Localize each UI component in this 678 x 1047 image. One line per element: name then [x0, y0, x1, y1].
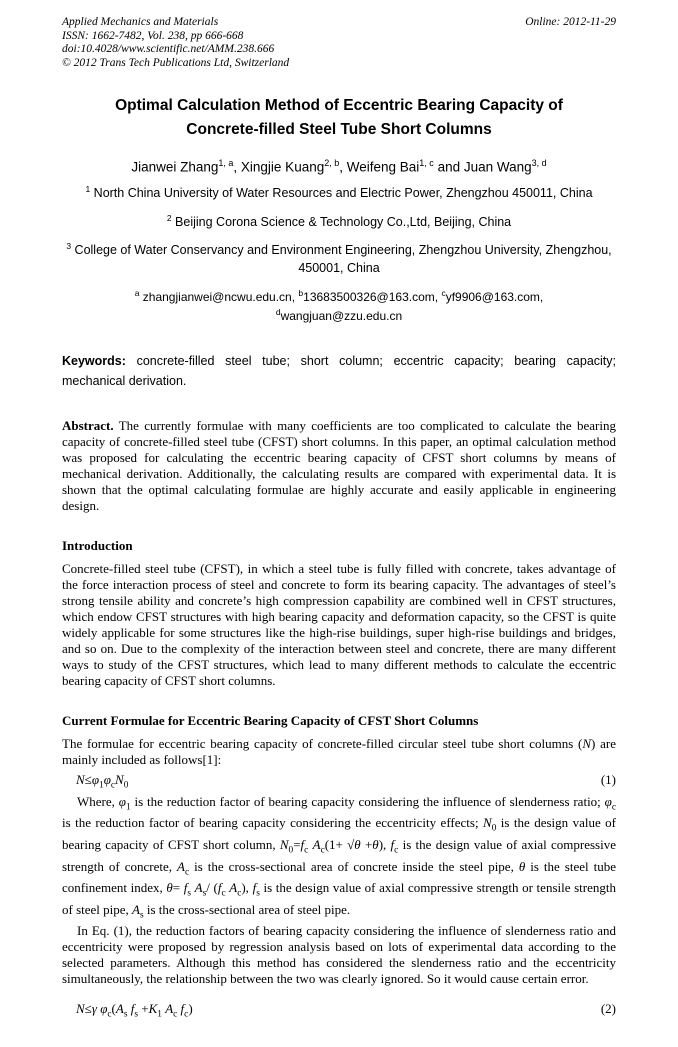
section-heading-formulae: Current Formulae for Eccentric Bearing Capacity of CFST Short Columns — [62, 713, 479, 729]
equation-1-number: (1) — [600, 772, 616, 788]
equation-2-formula: N≤γ $\varphi_c(A_s$ $f_s +K_1$ $A_c$ $f_c$) — [76, 1001, 193, 1020]
affiliation-2: $^2$ Beijing Corona Science & Technology Co.,Ltd, Beijing, China — [166, 212, 512, 229]
journal-header — [62, 16, 616, 70]
equation-2 — [62, 1001, 616, 1020]
equation-1 — [62, 772, 616, 791]
copyright-line: © 2012 Trans Tech Publications Ltd, Switzerland — [62, 56, 290, 69]
doi-line: doi:10.4028/www.scientific.net/AMM.238.666 — [62, 43, 275, 56]
formulae-lead-paragraph: The formulae for eccentric bearing capacity of concrete-filled circular steel tube short columns (N) are mainly included as follows[1]: — [62, 736, 616, 768]
affiliation-3: $^3$ College of Water Conservancy and Environment Engineering, Zhengzhou University, Zhengzhou, 450001, China — [66, 240, 612, 276]
author-emails: $^a$ zhangjianwei@ncwu.edu.cn, $^b$13683500326@163.com, $^c$yf9906@163.com, $^d$wangjuan@zzu.edu.cn — [134, 288, 544, 324]
introduction-paragraph: Concrete-filled steel tube (CFST), in which a steel tube is fully filled with concrete, takes advantage of the force interaction process of steel and concrete to form its bearing capacity. The advantages of steel’s strong tensile ability and concrete’s high compression capability are combined well in CFST structures, which endow CFST structures with high bearing capacity and deformation capacity, so the CFST is quite widely applicable for some structures like the high-rise buildings, super high-rise buildings and bridges, and so on. Due to the complexity of the interaction between steel and concrete, there are many different ways to study of the CFST structures, which lead to many different methods to calculate the eccentric bearing capacity of CFST short columns. — [62, 561, 616, 689]
keywords-line: Keywords: concrete-filled steel tube; short column; eccentric capacity; bearing capacity; mechanical derivation. — [62, 354, 616, 389]
authors-line: Jianwei Zhang$^{1, a}$, Xingjie Kuang$^{2, b}$, Weifeng Bai$^{1, c}$ and Juan Wang$^{3, d}$ — [131, 157, 547, 175]
where-paragraph: Where, $\varphi_1$ is the reduction factor of bearing capacity considering the influence of slenderness ratio; $\varphi_c$ is the reduction factor of bearing capacity considering the eccentricity effects; $N_0$ is the design value of bearing capacity of CFST short column, $N_0=f_c$ $A_c(1+ √\theta +\theta)$, $f_c$ is the design value of axial compressive strength of concrete, $A_c$ is the cross-sectional area of concrete inside the steel pipe, θ is the steel tube confinement index, $\theta= f_s$ $A_s/$ ($f_c$ $A_c$), $f_s$ is the design value of axial compressive strength or tensile strength of steel pipe, $A_s$ is the cross-sectional area of steel pipe. — [62, 793, 617, 921]
journal-name: Applied Mechanics and Materials — [62, 16, 219, 28]
discussion-paragraph: In Eq. (1), the reduction factors of bearing capacity considering the influence of slenderness ratio and eccentricity were proposed by regression analysis based on lots of experimental data according to the selected parameters. Although this method has considered the slenderness ratio and the eccentricity simultaneously, the relationship between the two was clearly ignored. So it would cause certain error. — [62, 923, 616, 987]
issn-line: ISSN: 1662-7482, Vol. 238, pp 666-668 — [62, 29, 244, 42]
equation-2-number: (2) — [600, 1001, 616, 1017]
affiliation-1: $^1$ North China University of Water Resources and Electric Power, Zhengzhou 450011, China — [85, 184, 593, 201]
online-date: Online: 2012-11-29 — [525, 16, 616, 28]
section-heading-introduction: Introduction — [62, 538, 133, 554]
equation-1-formula: $N\le\varphi_1\varphi_cN_0$ — [76, 772, 129, 791]
abstract-paragraph: Abstract. The currently formulae with many coefficients are too complicated to calculate the bearing capacity of concrete-filled steel tube (CFST) short columns. In this paper, an optimal calculation method was proposed for calculating the eccentric bearing capacity of CFST short columns by means of mechanical derivation. Additionally, the calculating results are compared with experimental data. It is shown that the optimal calculating formulae are highly accurate and easily applicable in engineering design. — [62, 418, 616, 514]
paper-title: Optimal Calculation Method of Eccentric Bearing Capacity of Concrete-filled Steel Tube Short Columns — [115, 97, 563, 138]
